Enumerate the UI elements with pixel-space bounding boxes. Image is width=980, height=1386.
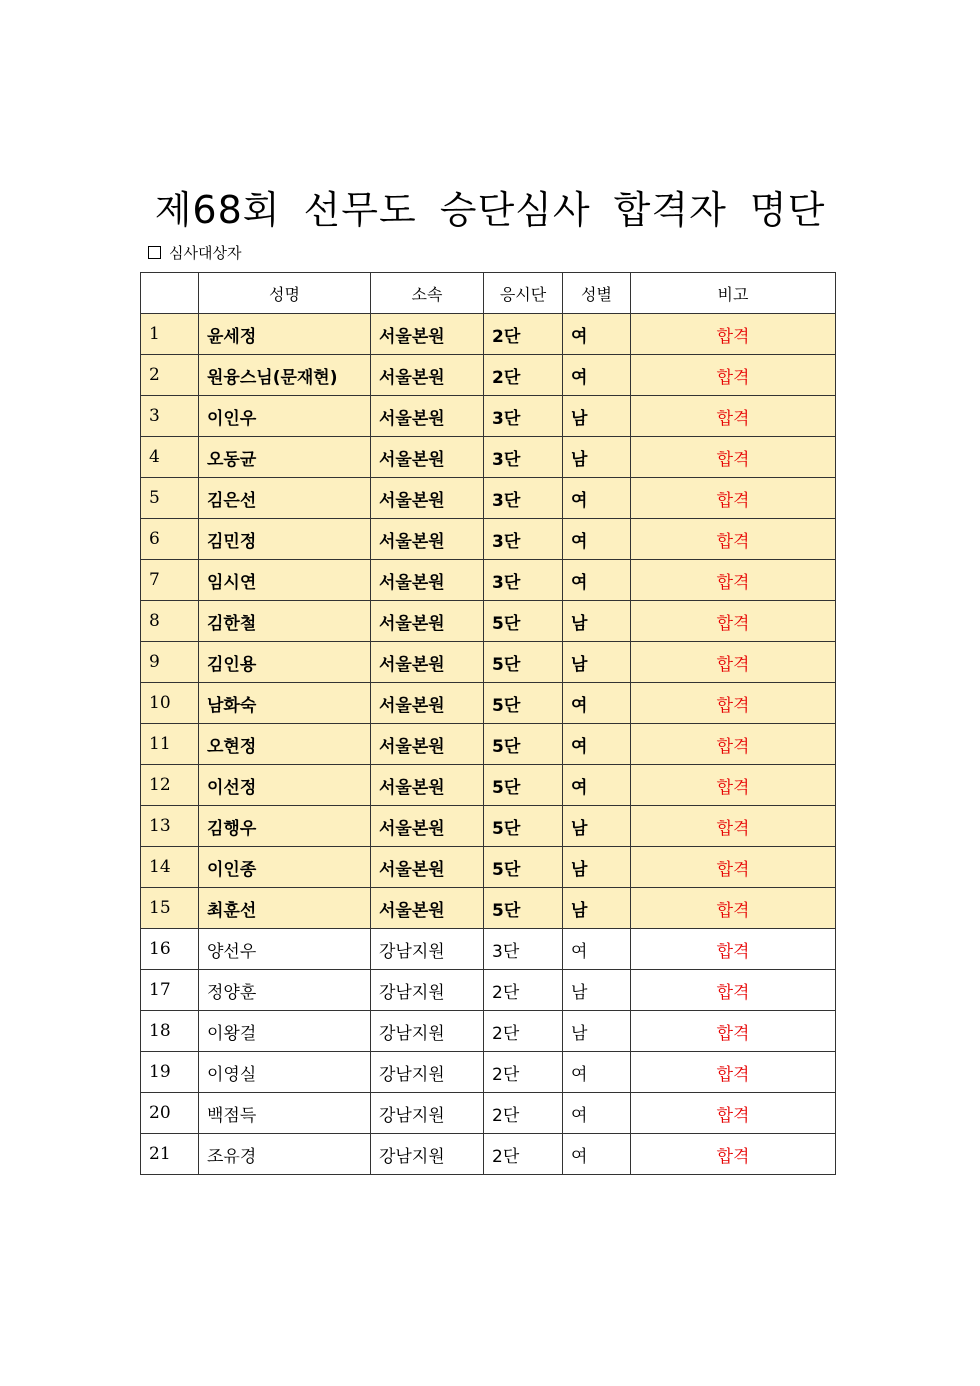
row-number: 4 [141, 437, 199, 478]
row-branch: 강남지원 [371, 970, 484, 1011]
row-number: 17 [141, 970, 199, 1011]
row-number: 14 [141, 847, 199, 888]
row-name: 오현정 [199, 724, 371, 765]
table-row [141, 929, 836, 970]
table-row [141, 806, 836, 847]
row-number: 11 [141, 724, 199, 765]
row-branch: 서울본원 [371, 396, 484, 437]
row-gender: 여 [563, 724, 631, 765]
row-gender: 남 [563, 888, 631, 929]
row-result: 합격 [631, 519, 836, 560]
row-dan: 5단 [484, 888, 563, 929]
row-result: 합격 [631, 970, 836, 1011]
row-number: 12 [141, 765, 199, 806]
row-name: 이인종 [199, 847, 371, 888]
row-branch: 서울본원 [371, 478, 484, 519]
row-dan: 5단 [484, 724, 563, 765]
table-row [141, 355, 836, 396]
row-dan: 5단 [484, 847, 563, 888]
row-branch: 서울본원 [371, 765, 484, 806]
row-number: 5 [141, 478, 199, 519]
row-branch: 강남지원 [371, 1093, 484, 1134]
table-row [141, 888, 836, 929]
row-gender: 여 [563, 929, 631, 970]
table-row [141, 314, 836, 355]
header-branch: 소속 [371, 273, 484, 314]
row-branch: 서울본원 [371, 437, 484, 478]
row-dan: 5단 [484, 601, 563, 642]
row-branch: 강남지원 [371, 929, 484, 970]
row-number: 8 [141, 601, 199, 642]
table-row [141, 724, 836, 765]
header-note: 비고 [631, 273, 836, 314]
row-dan: 2단 [484, 1093, 563, 1134]
table-body [141, 314, 836, 1175]
row-name: 김인용 [199, 642, 371, 683]
row-name: 이왕걸 [199, 1011, 371, 1052]
row-branch: 서울본원 [371, 519, 484, 560]
row-gender: 여 [563, 478, 631, 519]
row-name: 이선정 [199, 765, 371, 806]
row-gender: 남 [563, 1011, 631, 1052]
row-gender: 남 [563, 601, 631, 642]
row-dan: 5단 [484, 683, 563, 724]
row-result: 합격 [631, 683, 836, 724]
row-name: 최훈선 [199, 888, 371, 929]
row-dan: 2단 [484, 1011, 563, 1052]
row-dan: 3단 [484, 560, 563, 601]
row-result: 합격 [631, 1011, 836, 1052]
row-dan: 3단 [484, 519, 563, 560]
row-gender: 여 [563, 1093, 631, 1134]
row-result: 합격 [631, 1093, 836, 1134]
row-dan: 3단 [484, 437, 563, 478]
row-dan: 3단 [484, 396, 563, 437]
row-gender: 여 [563, 519, 631, 560]
row-branch: 서울본원 [371, 355, 484, 396]
table-row [141, 683, 836, 724]
row-branch: 서울본원 [371, 601, 484, 642]
row-dan: 3단 [484, 478, 563, 519]
row-result: 합격 [631, 601, 836, 642]
table-row [141, 1052, 836, 1093]
row-result: 합격 [631, 765, 836, 806]
row-name: 김한철 [199, 601, 371, 642]
table-row [141, 642, 836, 683]
table-row [141, 560, 836, 601]
table-row [141, 1011, 836, 1052]
row-result: 합격 [631, 888, 836, 929]
table-row [141, 601, 836, 642]
row-number: 16 [141, 929, 199, 970]
row-number: 1 [141, 314, 199, 355]
row-result: 합격 [631, 929, 836, 970]
row-dan: 2단 [484, 314, 563, 355]
table-row [141, 437, 836, 478]
header-name: 성명 [199, 273, 371, 314]
checkbox-square-icon [148, 246, 161, 259]
row-result: 합격 [631, 560, 836, 601]
row-name: 김은선 [199, 478, 371, 519]
row-gender: 남 [563, 970, 631, 1011]
row-gender: 남 [563, 847, 631, 888]
row-gender: 여 [563, 314, 631, 355]
row-branch: 강남지원 [371, 1134, 484, 1175]
row-dan: 5단 [484, 642, 563, 683]
row-gender: 여 [563, 355, 631, 396]
row-name: 이인우 [199, 396, 371, 437]
row-branch: 강남지원 [371, 1011, 484, 1052]
header-no [141, 273, 199, 314]
row-branch: 서울본원 [371, 314, 484, 355]
table-row [141, 478, 836, 519]
results-table [140, 272, 836, 1175]
row-gender: 여 [563, 1052, 631, 1093]
row-branch: 서울본원 [371, 888, 484, 929]
row-gender: 여 [563, 1134, 631, 1175]
row-dan: 5단 [484, 806, 563, 847]
row-name: 김행우 [199, 806, 371, 847]
row-name: 오동균 [199, 437, 371, 478]
row-gender: 남 [563, 806, 631, 847]
row-result: 합격 [631, 478, 836, 519]
table-row [141, 1093, 836, 1134]
row-name: 임시연 [199, 560, 371, 601]
section-label [148, 241, 241, 265]
row-number: 15 [141, 888, 199, 929]
table-row [141, 970, 836, 1011]
table-row [141, 1134, 836, 1175]
row-number: 20 [141, 1093, 199, 1134]
row-number: 9 [141, 642, 199, 683]
row-branch: 서울본원 [371, 683, 484, 724]
row-dan: 5단 [484, 765, 563, 806]
row-dan: 2단 [484, 1134, 563, 1175]
header-gender: 성별 [563, 273, 631, 314]
row-result: 합격 [631, 396, 836, 437]
row-result: 합격 [631, 1134, 836, 1175]
row-result: 합격 [631, 642, 836, 683]
row-gender: 여 [563, 765, 631, 806]
row-name: 정양훈 [199, 970, 371, 1011]
table-header-row [141, 273, 836, 314]
row-branch: 서울본원 [371, 560, 484, 601]
row-number: 21 [141, 1134, 199, 1175]
row-number: 10 [141, 683, 199, 724]
row-dan: 2단 [484, 970, 563, 1011]
row-result: 합격 [631, 437, 836, 478]
row-number: 13 [141, 806, 199, 847]
table-row [141, 847, 836, 888]
header-dan: 응시단 [484, 273, 563, 314]
row-name: 원융스님(문재현) [199, 355, 371, 396]
row-branch: 서울본원 [371, 847, 484, 888]
table-row [141, 519, 836, 560]
table-row [141, 765, 836, 806]
row-branch: 서울본원 [371, 806, 484, 847]
row-dan: 3단 [484, 929, 563, 970]
row-number: 19 [141, 1052, 199, 1093]
row-branch: 서울본원 [371, 642, 484, 683]
row-name: 백점득 [199, 1093, 371, 1134]
row-number: 7 [141, 560, 199, 601]
row-name: 양선우 [199, 929, 371, 970]
row-result: 합격 [631, 355, 836, 396]
row-number: 3 [141, 396, 199, 437]
row-result: 합격 [631, 1052, 836, 1093]
row-number: 18 [141, 1011, 199, 1052]
row-result: 합격 [631, 847, 836, 888]
page-title: 제68회 선무도 승단심사 합격자 명단 [154, 188, 826, 232]
row-name: 이영실 [199, 1052, 371, 1093]
row-name: 남화숙 [199, 683, 371, 724]
row-name: 김민정 [199, 519, 371, 560]
row-branch: 서울본원 [371, 724, 484, 765]
row-number: 6 [141, 519, 199, 560]
row-result: 합격 [631, 806, 836, 847]
row-result: 합격 [631, 724, 836, 765]
row-gender: 여 [563, 683, 631, 724]
row-result: 합격 [631, 314, 836, 355]
row-gender: 남 [563, 437, 631, 478]
row-dan: 2단 [484, 1052, 563, 1093]
row-branch: 강남지원 [371, 1052, 484, 1093]
row-number: 2 [141, 355, 199, 396]
row-gender: 여 [563, 560, 631, 601]
row-name: 조유경 [199, 1134, 371, 1175]
row-dan: 2단 [484, 355, 563, 396]
section-label-text: 심사대상자 [169, 244, 242, 262]
row-gender: 남 [563, 396, 631, 437]
table-row [141, 396, 836, 437]
row-gender: 남 [563, 642, 631, 683]
row-name: 윤세정 [199, 314, 371, 355]
